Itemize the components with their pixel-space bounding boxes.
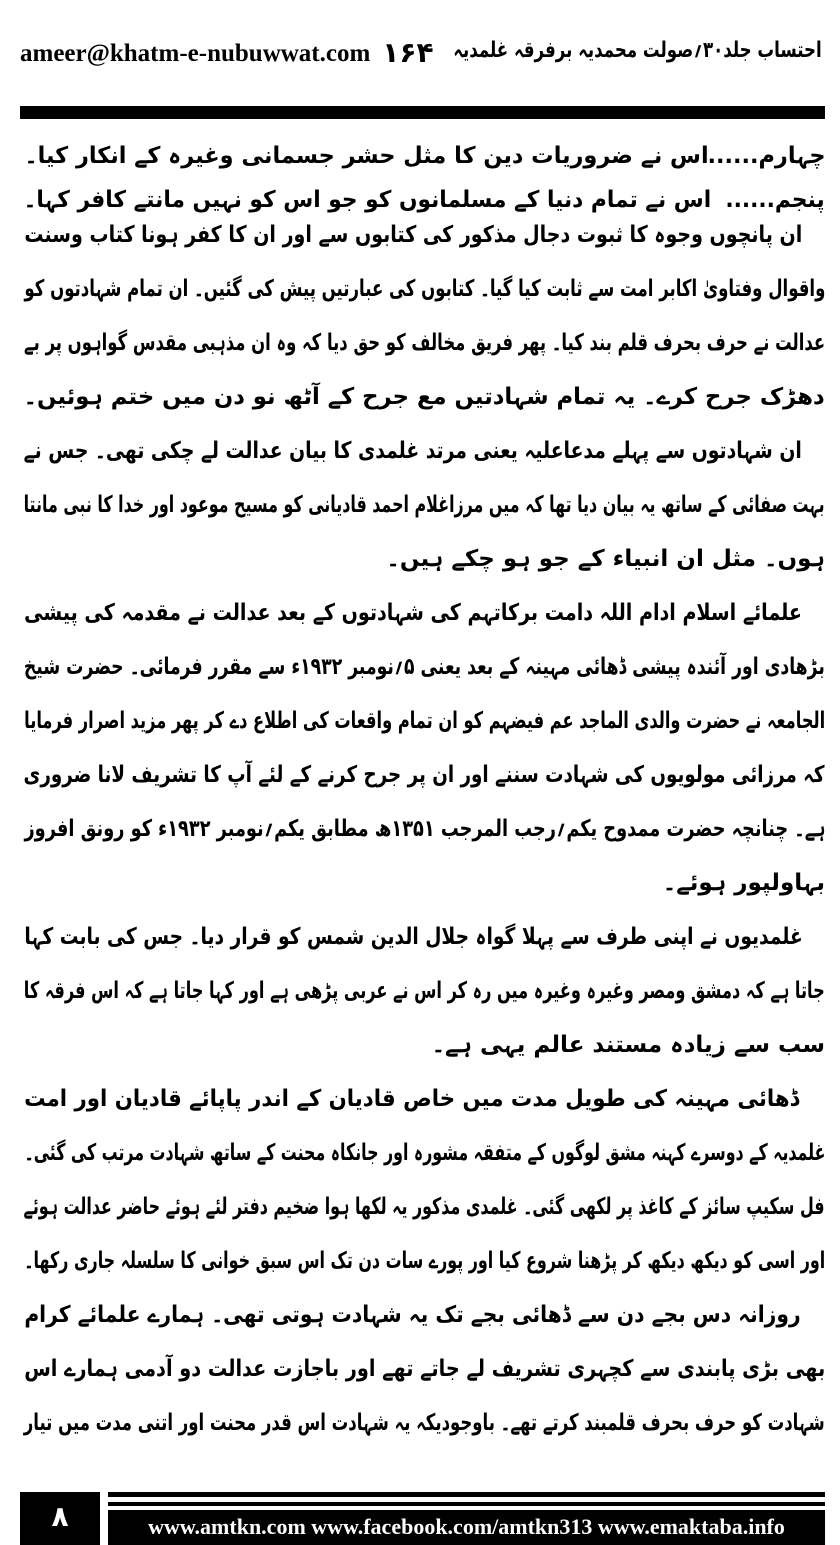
footer-links: www.amtkn.com www.facebook.com/amtkn313 www.emaktaba.info bbox=[108, 1510, 825, 1545]
text-line bbox=[20, 924, 825, 978]
text-line bbox=[20, 1086, 825, 1140]
text-line bbox=[20, 330, 825, 384]
line-text: سب سے زیادہ مستند عالم یہی ہے۔ bbox=[431, 1032, 825, 1058]
line-text: شہادت کو حرف بحرف قلمبند کرتے تھے۔ باوجودیکہ یہ شہادت اس قدر محنت اور اتنی مدت میں تیار bbox=[24, 1410, 825, 1436]
text-line bbox=[20, 978, 825, 1032]
list-item bbox=[20, 178, 825, 222]
text-line bbox=[20, 1248, 825, 1302]
line-text: عدالت نے حرف بحرف قلم بند کیا۔ پھر فریق مخالف کو حق دیا کہ وہ ان مذہبی مقدس گواہوں پر بے bbox=[23, 330, 825, 356]
line-text: واقوال وفتاویٰ اکابر امت سے ثابت کیا گیا۔ کتابوں کی عبارتیں پیش کی گئیں۔ ان تمام شہادتوں کو bbox=[24, 276, 825, 302]
header-page-number: ۱۶۴ bbox=[382, 36, 434, 69]
line-text: غلمدیوں نے اپنی طرف سے پہلا گواہ جلال الدین شمس کو قرار دیا۔ جس کی بابت کہا bbox=[24, 924, 803, 950]
text-line bbox=[20, 222, 825, 276]
text-line bbox=[20, 1302, 825, 1356]
item-label: چہارم...... bbox=[706, 143, 825, 169]
line-text: ہے۔ چنانچہ حضرت ممدوح یکم؍رجب المرجب ۱۳۵۱ھ مطابق یکم؍نومبر ۱۹۳۲ء کو رونق افروز bbox=[24, 816, 825, 842]
line-text: کہ مرزائی مولویوں کی شہادت سننے اور ان پر جرح کرنے کے لئے آپ کا تشریف لانا ضروری bbox=[24, 762, 825, 788]
text-line bbox=[20, 1410, 825, 1464]
text-line bbox=[20, 1194, 825, 1248]
line-text: فل سکیپ سائز کے کاغذ پر لکھی گئی۔ غلمدی مذکور یہ لکھا ہوا ضخیم دفتر لئے ہوئے حاضر عدالت ہوئے bbox=[24, 1194, 825, 1220]
text-line bbox=[20, 546, 825, 600]
text-line bbox=[20, 1140, 825, 1194]
line-text: بہت صفائی کے ساتھ یہ بیان دیا تھا کہ میں مرزاغلام احمد قادیانی کو مسیح موعود اور خدا کا نبی مانتا bbox=[24, 492, 825, 518]
line-text: جاتا ہے کہ دمشق ومصر وغیرہ وغیرہ میں رہ کر اس نے عربی پڑھی ہے اور کہا جاتا ہے کہ اس فرقہ کا bbox=[24, 978, 825, 1004]
line-text: غلمدیہ کے دوسرے کہنہ مشق لوگوں کے متفقہ مشورہ اور جانکاہ محنت کے ساتھ شہادت مرتب کی گئی۔ bbox=[24, 1140, 825, 1166]
text-line bbox=[20, 1356, 825, 1410]
line-text: ڈھائی مہینہ کی طویل مدت میں خاص قادیان کے اندر پاپائے قادیان اور امت bbox=[24, 1086, 800, 1112]
text-line bbox=[20, 870, 825, 924]
footer-page-number: ۸ bbox=[20, 1492, 100, 1545]
text-line bbox=[20, 438, 825, 492]
text-line bbox=[20, 708, 825, 762]
text-line bbox=[20, 762, 825, 816]
header-title: احتساب جلد۳۰؍صولت محمدیہ برفرقہ غلمدیہ bbox=[453, 38, 822, 63]
header-rule bbox=[20, 106, 825, 119]
line-text: ان شہادتوں سے پہلے مدعاعلیہ یعنی مرتد غلمدی کا بیان عدالت لے چکی تھی۔ جس نے bbox=[24, 438, 803, 464]
text-line bbox=[20, 276, 825, 330]
text-line bbox=[20, 654, 825, 708]
item-label: پنجم...... bbox=[725, 187, 825, 213]
list-item bbox=[20, 134, 825, 178]
line-text: الجامعہ نے حضرت والدی الماجد عم فیضہم کو ان تمام واقعات کی اطلاع دے کر پھر مزید اصرار فرمایا bbox=[24, 708, 825, 734]
header-email: ameer@khatm-e-nubuwwat.com bbox=[20, 40, 371, 67]
footer-rule bbox=[108, 1502, 825, 1506]
text-line bbox=[20, 816, 825, 870]
line-text: بڑھادی اور آئندہ پیشی ڈھائی مہینہ کے بعد یعنی ۵؍نومبر ۱۹۳۲ء سے مقرر فرمائی۔ حضرت شیخ bbox=[24, 654, 825, 680]
line-text: بھی بڑی پابندی سے کچہری تشریف لے جاتے تھے اور باجازت عدالت دو آدمی ہمارے اس bbox=[24, 1356, 825, 1382]
line-text: علمائے اسلام ادام اللہ دامت برکاتہم کی شہادتوں کے بعد عدالت نے مقدمہ کی پیشی bbox=[24, 600, 802, 626]
line-text: دھڑک جرح کرے۔ یہ تمام شہادتیں مع جرح کے آٹھ نو دن میں ختم ہوئیں۔ bbox=[24, 384, 825, 410]
line-text: ان پانچوں وجوہ کا ثبوت دجال مذکور کی کتابوں سے اور ان کا کفر ہونا کتاب وسنت bbox=[24, 222, 802, 248]
item-text: اس نے ضروریات دین کا مثل حشر جسمانی وغیرہ کے انکار کیا۔ bbox=[24, 143, 709, 169]
text-line bbox=[20, 600, 825, 654]
text-line bbox=[20, 492, 825, 546]
item-text: اس نے تمام دنیا کے مسلمانوں کو جو اس کو نہیں مانتے کافر کہا۔ bbox=[24, 187, 712, 213]
line-text: بہاولپور ہوئے۔ bbox=[662, 870, 825, 896]
footer-rule bbox=[108, 1492, 825, 1497]
text-line bbox=[20, 1032, 825, 1086]
page-body bbox=[20, 134, 825, 1464]
line-text: اور اسی کو دیکھ دیکھ کر پڑھنا شروع کیا اور پورے سات دن تک اس سبق خوانی کا سلسلہ جاری رکھا۔ bbox=[24, 1248, 825, 1274]
text-line bbox=[20, 384, 825, 438]
line-text: ہوں۔ مثل ان انبیاء کے جو ہو چکے ہیں۔ bbox=[386, 546, 825, 572]
line-text: روزانہ دس بجے دن سے ڈھائی بجے تک یہ شہادت ہوتی تھی۔ ہمارے علمائے کرام bbox=[24, 1302, 801, 1328]
